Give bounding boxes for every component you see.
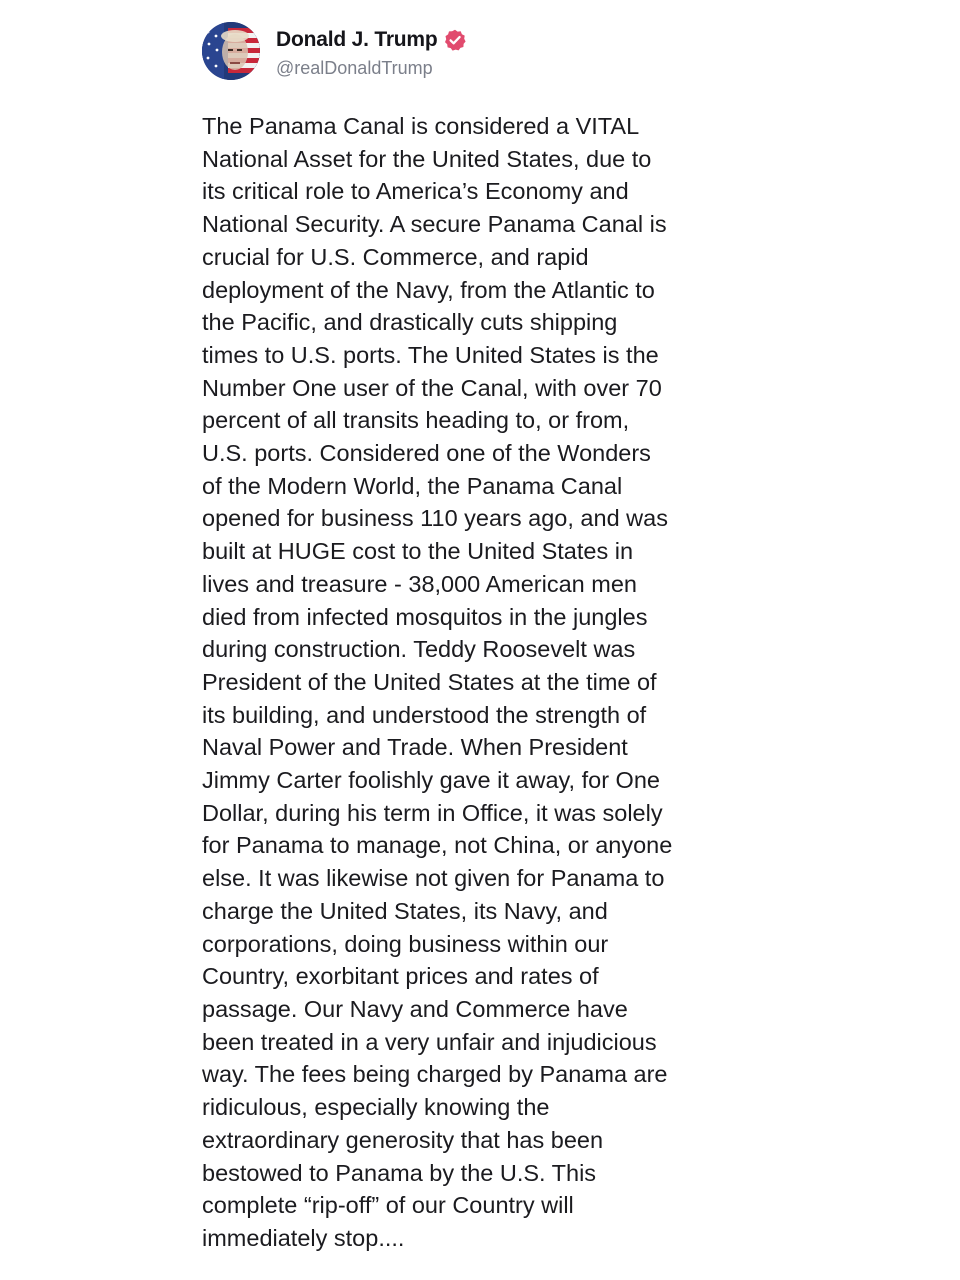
avatar[interactable] xyxy=(202,22,260,80)
post-header xyxy=(202,20,742,90)
post-text-line: its building, and understood the strength of xyxy=(202,701,647,728)
avatar-image xyxy=(202,22,260,80)
post-text-line: Jimmy Carter foolishly gave it away, for One xyxy=(202,767,660,794)
post-card xyxy=(202,20,742,1251)
post-text-line: President of the United States at the time of xyxy=(202,668,657,695)
post-text-line: complete “rip-off” of our Country will xyxy=(202,1192,574,1219)
post-text-line: of the Modern World, the Panama Canal xyxy=(202,472,623,499)
post-text-line: its critical role to America’s Economy and xyxy=(202,178,629,205)
post-text-line: National Asset for the United States, due to xyxy=(202,145,652,172)
post-text-line: during construction. Teddy Roosevelt was xyxy=(202,636,636,663)
post-text-line: Number One user of the Canal, with over 70 xyxy=(202,374,662,401)
post-text-line: crucial for U.S. Commerce, and rapid xyxy=(202,243,589,270)
post-text-line: Country, exorbitant prices and rates of xyxy=(202,963,599,990)
display-name[interactable]: Donald J. Trump xyxy=(276,28,438,51)
post-text-line: times to U.S. ports. The United States is the xyxy=(202,341,659,368)
post-text-line: National Security. A secure Panama Canal is xyxy=(202,211,667,238)
post-text-line: way. The fees being charged by Panama are xyxy=(202,1061,668,1088)
post-text-line: Dollar, during his term in Office, it was solely xyxy=(202,799,663,826)
post-text-line: passage. Our Navy and Commerce have xyxy=(202,995,628,1022)
post-text-line: The Panama Canal is considered a VITAL xyxy=(202,113,640,139)
post-text-line: Naval Power and Trade. When President xyxy=(202,734,628,761)
post-text-line: bestowed to Panama by the U.S. This xyxy=(202,1159,597,1186)
post-text-line: lives and treasure - 38,000 American men xyxy=(202,570,637,597)
name-row xyxy=(276,28,466,52)
post-text-line: been treated in a very unfair and injudicious xyxy=(202,1028,657,1055)
verified-badge-icon xyxy=(444,29,466,51)
post-text-line: the Pacific, and drastically cuts shipping xyxy=(202,309,618,336)
post-text-line: deployment of the Navy, from the Atlantic to xyxy=(202,276,655,303)
post-text-line: U.S. ports. Considered one of the Wonders xyxy=(202,440,651,467)
post-text-line: ridiculous, especially knowing the xyxy=(202,1094,550,1121)
post-text-line: corporations, doing business within our xyxy=(202,930,609,957)
post-text-line: died from infected mosquitos in the jungles xyxy=(202,603,648,630)
user-handle[interactable]: @realDonaldTrump xyxy=(276,58,433,78)
post-text-line: extraordinary generosity that has been xyxy=(202,1126,604,1153)
post-text-line: percent of all transits heading to, or from, xyxy=(202,407,630,434)
post-text-line: for Panama to manage, not China, or anyone xyxy=(202,832,673,859)
post-body xyxy=(202,110,742,1255)
post-text-line: charge the United States, its Navy, and xyxy=(202,897,608,924)
post-text-line: built at HUGE cost to the United States in xyxy=(202,538,634,565)
post-text-line: else. It was likewise not given for Panama to xyxy=(202,865,665,892)
post-text-line: opened for business 110 years ago, and was xyxy=(202,505,668,532)
post-text-line: immediately stop.... xyxy=(202,1224,405,1251)
